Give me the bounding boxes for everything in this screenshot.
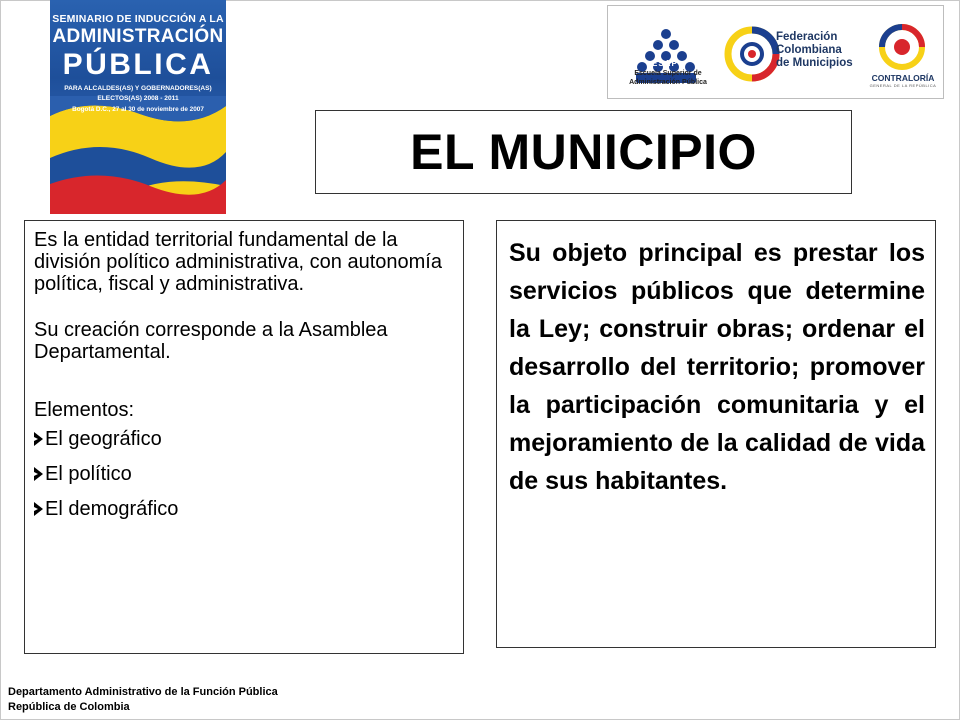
banner-line-administracion: ADMINISTRACIÓN [52,26,224,47]
arrow-bullet-icon [34,502,43,516]
fcm-name [776,31,853,70]
esap-caption [613,69,723,87]
fcm-line1: Federación [776,31,838,43]
footer [8,685,278,715]
list-item-label: El político [45,463,132,485]
objective-paragraph: Su objeto principal es prestar los servicios públicos que determine la Ley; construir obras; ordenar el desarrollo del territorio; promover la participación comunitaria y el mejoramiento de la calidad de vida de sus habitantes. [509,239,925,495]
left-content-box [24,220,464,654]
list-item [34,428,453,450]
title-box [315,110,852,194]
esap-caption-line2: Administración Pública [629,79,707,86]
seminar-banner-logo [50,0,226,214]
banner-line-period: ELECTOS(AS) 2008 - 2011 [97,95,179,102]
right-content-box [496,220,936,648]
list-item [34,463,453,485]
contraloria-name: CONTRALORÍA [871,73,935,83]
footer-country: República de Colombia [8,701,130,713]
banner-line-audience: PARA ALCALDES(AS) Y GOBERNADORES(AS) [64,85,212,92]
contraloria-subtitle: GENERAL DE LA REPÚBLICA [869,83,937,88]
elements-heading: Elementos: [34,399,135,421]
contraloria-logo-icon [878,23,926,71]
list-item [34,498,453,520]
creation-paragraph: Su creación corresponde a la Asamblea Departamental. [34,319,388,363]
esap-mark-text: ESAP [652,59,678,68]
colombia-flag-ribbon-icon [50,96,226,214]
footer-department: Departamento Administrativo de la Función Pública [8,686,278,698]
definition-paragraph: Es la entidad territorial fundamental de la división político administrativa, con autonomía política, fiscal y administrativa. [34,229,442,295]
esap-caption-line1: Escuela Superior de [634,70,702,77]
page-title: EL MUNICIPIO [410,124,757,180]
list-item-label: El demográfico [45,498,179,520]
arrow-bullet-icon [34,432,43,446]
banner-line-publica: PÚBLICA [62,48,214,81]
banner-line-seminario: SEMINARIO DE INDUCCIÓN A LA [52,13,224,25]
banner-line-date: Bogotá D.C., 27 al 30 de noviembre de 2007 [72,106,204,113]
arrow-bullet-icon [34,467,43,481]
list-item-label: El geográfico [45,428,162,450]
fcm-logo-icon [724,26,780,82]
partner-logos-box [607,5,944,99]
fcm-line3: de Municipios [776,57,853,69]
fcm-line2: Colombiana [776,44,842,56]
